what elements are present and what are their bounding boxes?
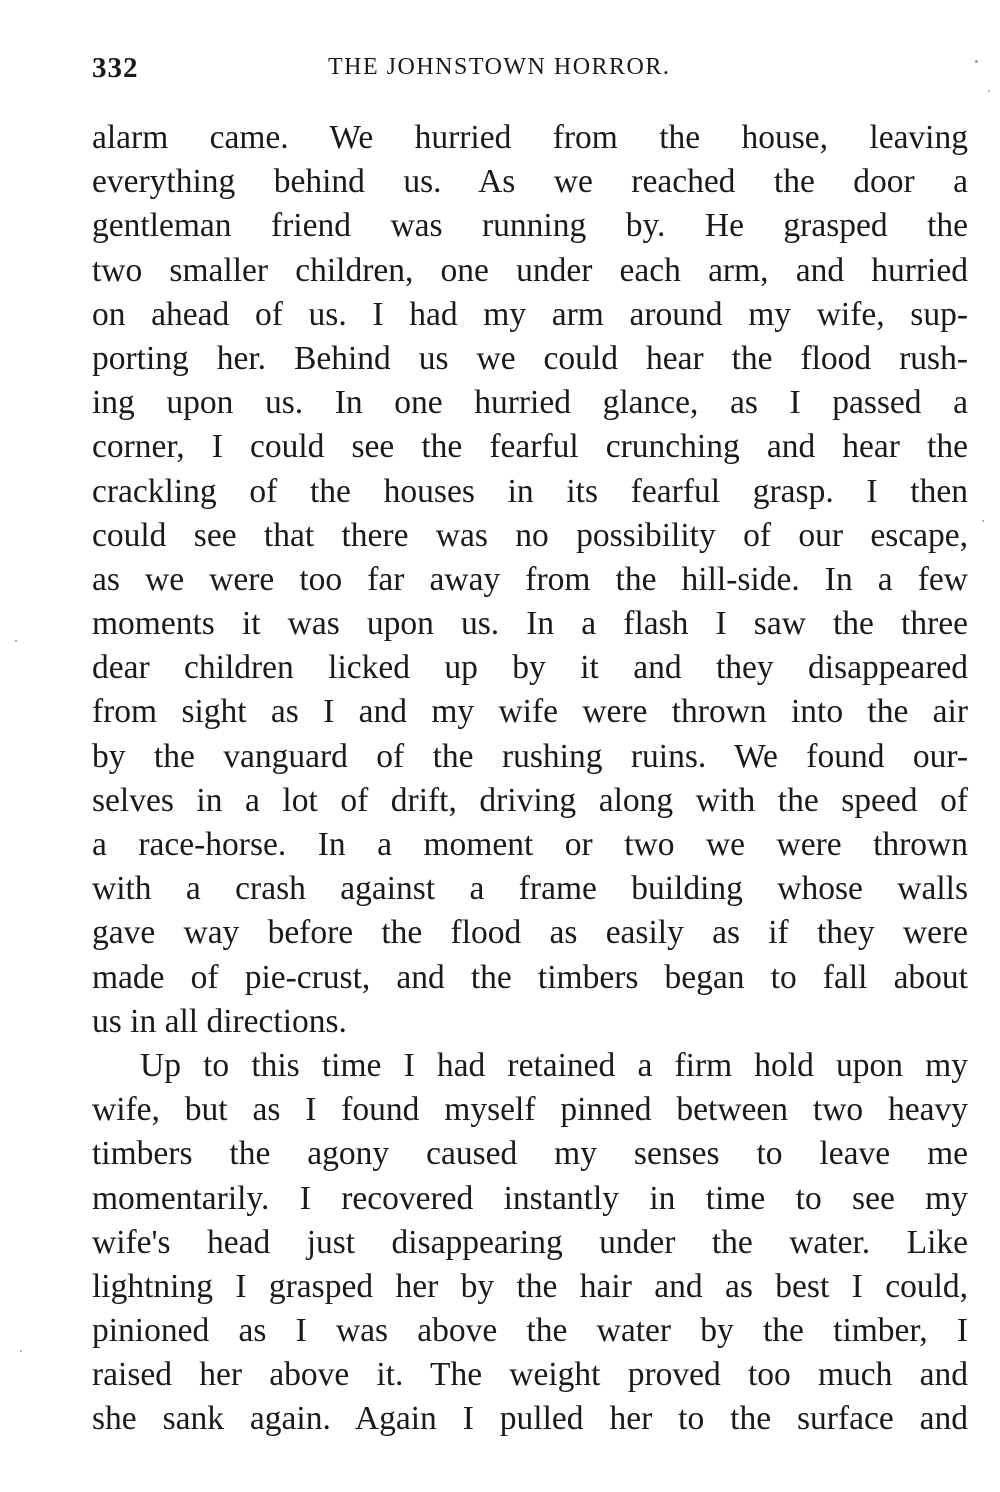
scan-speck [975,60,978,63]
text-line: gentleman friend was running by. He grasped the [92,207,968,245]
paragraph-start-line: Up to this time I had retained a firm hold upon my [140,1046,968,1084]
text-line: momentarily. I recovered instantly in time to see my [92,1179,968,1217]
text-line: moments it was upon us. In a flash I saw the three [92,605,968,643]
text-line: dear children licked up by it and they disappeared [92,649,968,687]
text-line: she sank again. Again I pulled her to the surface and [92,1400,968,1438]
text-line: a race-horse. In a moment or two we were thrown [92,826,968,863]
text-line: raised her above it. The weight proved too much and [92,1356,968,1394]
scan-speck [988,90,990,92]
text-line: ing upon us. In one hurried glance, as I passed a [92,384,968,422]
text-line: crackling of the houses in its fearful grasp. I then [92,472,968,510]
text-line: with a crash against a frame building whose walls [92,870,968,908]
text-line: alarm came. We hurried from the house, leaving [92,119,968,156]
text-line: pinioned as I was above the water by the timber, I [92,1312,968,1350]
text-line: as we were too far away from the hill-side. In a few [92,560,968,598]
text-line: wife's head just disappearing under the water. Like [92,1223,968,1261]
running-title: THE JOHNSTOWN HORROR. [328,54,671,80]
scan-speck [982,520,984,522]
text-line: from sight as I and my wife were thrown into the air [92,693,968,731]
text-line: made of pie-crust, and the timbers began to fall about [92,958,968,996]
scan-speck [15,640,17,642]
paragraph-end-line: us in all directions. [92,1002,347,1040]
text-line: on ahead of us. I had my arm around my wife, sup- [92,295,968,333]
text-line: selves in a lot of drift, driving along with the speed of [92,781,968,819]
page-number: 332 [92,52,139,84]
scan-speck [20,1350,22,1352]
text-line: two smaller children, one under each arm, and hurried [92,251,968,289]
text-line: porting her. Behind us we could hear the flood rush- [92,339,968,377]
text-line: gave way before the flood as easily as if they were [92,914,968,952]
page-header [92,52,792,92]
text-line: corner, I could see the fearful crunching and hear the [92,428,968,466]
body-text [92,116,968,1442]
text-line: by the vanguard of the rushing ruins. We found our- [92,737,968,775]
text-line: wife, but as I found myself pinned between two heavy [92,1091,968,1129]
text-line: could see that there was no possibility of our escape, [92,516,968,554]
text-line: everything behind us. As we reached the door a [92,163,968,201]
text-line: timbers the agony caused my senses to leave me [92,1135,968,1173]
text-line: lightning I grasped her by the hair and as best I could, [92,1267,968,1305]
